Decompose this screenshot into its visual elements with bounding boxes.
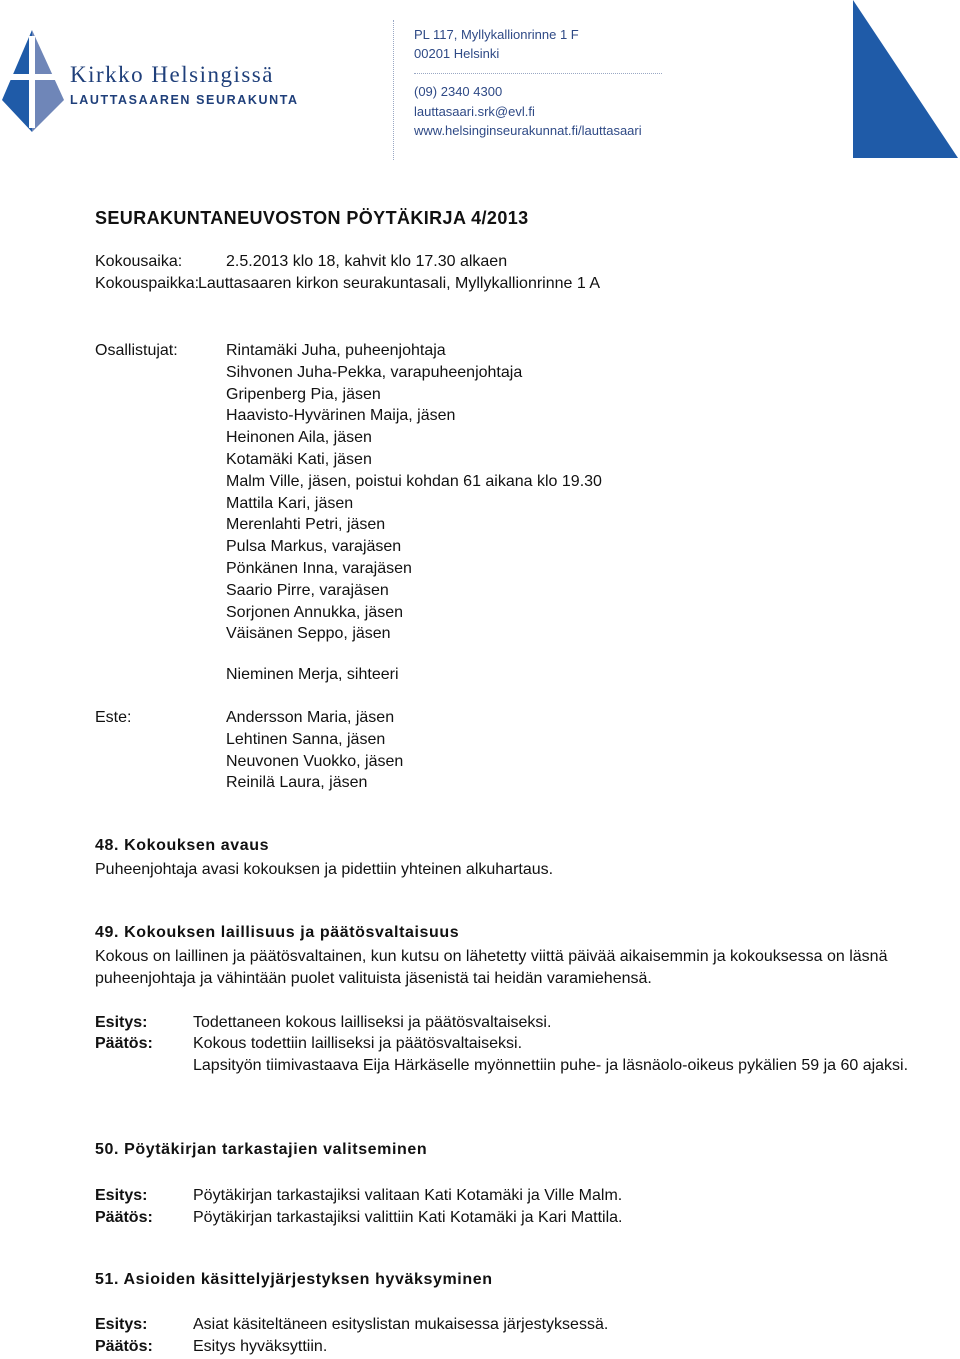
absent-list	[226, 707, 403, 794]
attendee: Gripenberg Pia, jäsen	[226, 385, 381, 403]
proposal-label: Esitys:	[95, 1187, 148, 1204]
org-name: Kirkko Helsingissä	[70, 62, 274, 87]
proposal-text: Todettaneen kokous lailliseksi ja päätösvaltaiseksi.	[193, 1014, 552, 1031]
decision-text: Esitys hyväksyttiin.	[193, 1338, 328, 1355]
time-label: Kokousaika:	[95, 253, 183, 270]
place-value: Lauttasaaren kirkon seurakuntasali, Myllykallionrinne 1 A	[198, 275, 600, 292]
church-logo-icon	[2, 30, 64, 132]
attendee: Pönkänen Inna, varajäsen	[226, 559, 412, 577]
contact-divider	[414, 73, 662, 74]
decision-label: Päätös:	[95, 1035, 153, 1052]
page-title: SEURAKUNTANEUVOSTON PÖYTÄKIRJA 4/2013	[95, 208, 529, 228]
proposal-label: Esitys:	[95, 1316, 148, 1333]
attendee: Heinonen Aila, jäsen	[226, 429, 372, 447]
proposal-text: Asiat käsiteltäneen esityslistan mukaisessa järjestyksessä.	[193, 1316, 609, 1333]
attendee: Kotamäki Kati, jäsen	[226, 450, 372, 468]
org-subtitle: LAUTTASAAREN SEURAKUNTA	[70, 93, 299, 107]
attendee: Malm Ville, jäsen, poistui kohdan 61 aikana klo 19.30	[226, 472, 602, 490]
absent-member: Reinilä Laura, jäsen	[226, 774, 368, 792]
section-49-text: Kokous on laillinen ja päätösvaltainen, kun kutsu on lähetetty viittä päivää aikaisemmin ja kokouksessa on läsnä puheenjohtaja ja vähintään puolet valituista jäsenistä tai heidän varamiehensä.	[95, 948, 888, 987]
absent-member: Lehtinen Sanna, jäsen	[226, 730, 386, 748]
header-divider	[393, 20, 394, 160]
place-label: Kokouspaikka:	[95, 275, 200, 292]
decision-extra-text: Lapsityön tiimivastaava Eija Härkäselle myönnettiin puhe- ja läsnäolo-oikeus pykälien 59 ja 60 ajaksi.	[193, 1057, 909, 1074]
decision-text: Pöytäkirjan tarkastajiksi valittiin Kati Kotamäki ja Kari Mattila.	[193, 1209, 623, 1226]
corner-triangle-icon	[850, 0, 960, 160]
section-51-heading: 51. Asioiden käsittelyjärjestyksen hyväksyminen	[95, 1271, 493, 1288]
email-link[interactable]: lauttasaari.srk@evl.fi	[414, 104, 535, 119]
decision-label: Päätös:	[95, 1338, 153, 1355]
decision-text: Kokous todettiin lailliseksi ja päätösvaltaiseksi.	[193, 1035, 523, 1052]
attendee: Haavisto-Hyvärinen Maija, jäsen	[226, 407, 456, 425]
attendee-list	[226, 340, 602, 645]
attendee: Mattila Kari, jäsen	[226, 494, 354, 512]
section-50-heading: 50. Pöytäkirjan tarkastajien valitseminen	[95, 1141, 428, 1158]
attendee: Sihvonen Juha-Pekka, varapuheenjohtaja	[226, 363, 523, 381]
time-value: 2.5.2013 klo 18, kahvit klo 17.30 alkaen	[226, 253, 508, 270]
address-line-2: 00201 Helsinki	[414, 46, 500, 61]
proposal-label: Esitys:	[95, 1014, 148, 1031]
section-48-heading: 48. Kokouksen avaus	[95, 837, 270, 854]
attendee: Sorjonen Annukka, jäsen	[226, 603, 404, 621]
attendee: Merenlahti Petri, jäsen	[226, 516, 386, 534]
absent-label: Este:	[95, 709, 132, 726]
absent-member: Andersson Maria, jäsen	[226, 709, 395, 726]
address-line-1: PL 117, Myllykallionrinne 1 F	[414, 27, 579, 42]
section-49-heading: 49. Kokouksen laillisuus ja päätösvaltaisuus	[95, 924, 460, 941]
phone: (09) 2340 4300	[414, 84, 503, 99]
decision-label: Päätös:	[95, 1209, 153, 1226]
absent-member: Neuvonen Vuokko, jäsen	[226, 752, 404, 770]
proposal-text: Pöytäkirjan tarkastajiksi valitaan Kati Kotamäki ja Ville Malm.	[193, 1187, 623, 1204]
web-link[interactable]: www.helsinginseurakunnat.fi/lauttasaari	[414, 123, 642, 138]
attendee: Pulsa Markus, varajäsen	[226, 538, 402, 556]
secretary: Nieminen Merja, sihteeri	[226, 666, 399, 683]
attendee: Rintamäki Juha, puheenjohtaja	[226, 342, 446, 359]
section-48-text: Puheenjohtaja avasi kokouksen ja pidettiin yhteinen alkuhartaus.	[95, 861, 554, 878]
attendee: Väisänen Seppo, jäsen	[226, 625, 391, 643]
attendee: Saario Pirre, varajäsen	[226, 581, 389, 599]
attendees-label: Osallistujat:	[95, 342, 178, 359]
